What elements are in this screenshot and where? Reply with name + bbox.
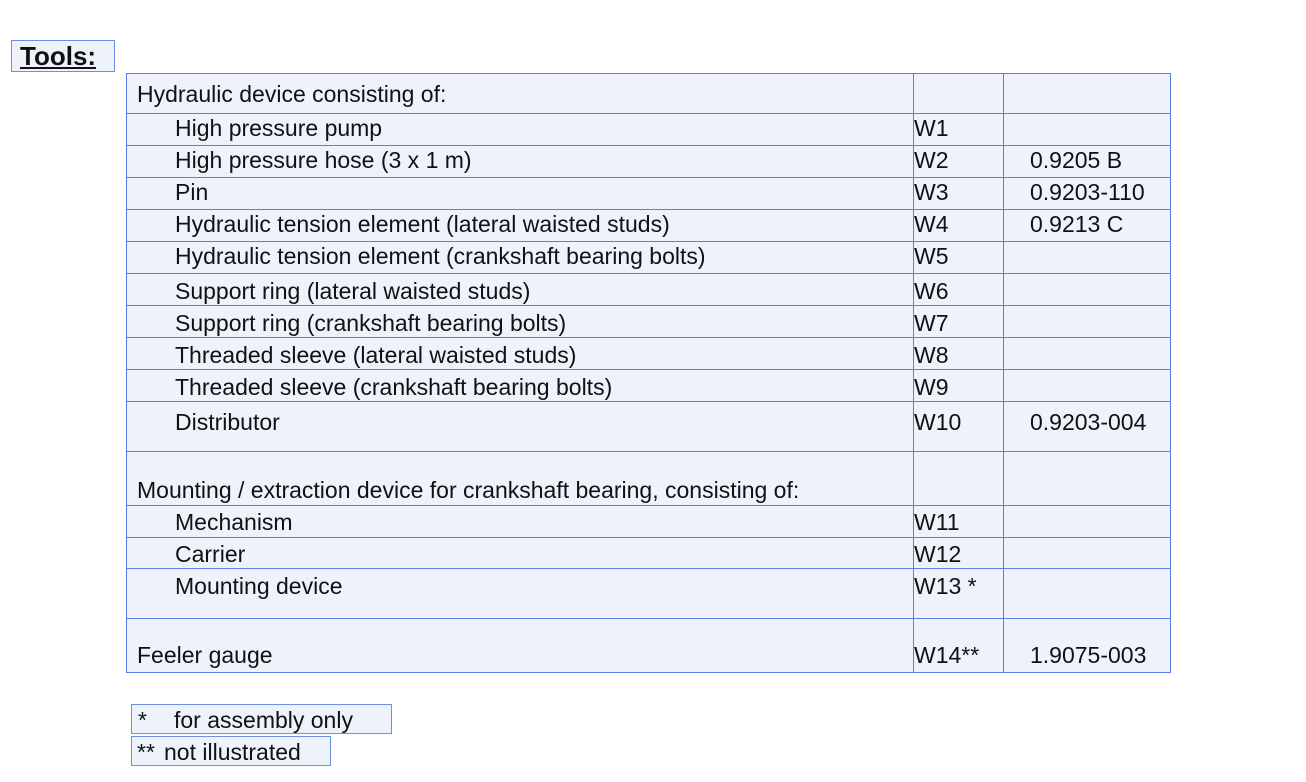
tools-table xyxy=(126,73,1171,673)
part-number: 0.9203-110 xyxy=(1030,179,1145,205)
tool-code: W12 xyxy=(914,541,962,567)
tool-name: Threaded sleeve (crankshaft bearing bolts) xyxy=(175,374,613,400)
footnote-text: for assembly only xyxy=(174,707,353,733)
tool-name: Hydraulic tension element (lateral waisted studs) xyxy=(175,211,670,237)
tool-name: Distributor xyxy=(175,409,280,435)
tool-code: W3 xyxy=(914,179,949,205)
tool-name: Support ring (crankshaft bearing bolts) xyxy=(175,310,567,336)
group-label: Hydraulic device consisting of: xyxy=(137,81,447,107)
tool-name: Feeler gauge xyxy=(137,642,273,668)
footnote-not-illustrated xyxy=(131,736,331,766)
tool-code: W9 xyxy=(914,374,949,400)
tool-name: Mounting device xyxy=(175,573,343,599)
part-number: 0.9203-004 xyxy=(1030,409,1147,435)
tool-code: W14** xyxy=(914,642,980,668)
part-number: 1.9075-003 xyxy=(1030,642,1147,668)
tool-code: W13 * xyxy=(914,573,977,599)
footnote-mark: ** xyxy=(137,739,155,765)
tool-code: W6 xyxy=(914,278,949,304)
tool-code: W5 xyxy=(914,243,949,269)
part-number: 0.9213 C xyxy=(1030,211,1124,237)
tool-name: High pressure hose (3 x 1 m) xyxy=(175,147,472,173)
tool-name: Hydraulic tension element (crankshaft bearing bolts) xyxy=(175,243,706,269)
tool-name: Threaded sleeve (lateral waisted studs) xyxy=(175,342,577,368)
tool-code: W11 xyxy=(914,509,960,535)
footnote-text: not illustrated xyxy=(164,739,301,765)
tool-name: High pressure pump xyxy=(175,115,383,141)
tool-name: Pin xyxy=(175,179,209,205)
tool-code: W10 xyxy=(914,409,962,435)
tool-name: Mechanism xyxy=(175,509,293,535)
tool-name: Carrier xyxy=(175,541,246,567)
group-label: Mounting / extraction device for crankshaft bearing, consisting of: xyxy=(137,477,800,503)
part-number: 0.9205 B xyxy=(1030,147,1123,173)
tool-code: W4 xyxy=(914,211,949,237)
tool-name: Support ring (lateral waisted studs) xyxy=(175,278,531,304)
footnote-mark: * xyxy=(138,707,147,733)
tool-code: W1 xyxy=(914,115,949,141)
tool-code: W2 xyxy=(914,147,949,173)
section-heading: Tools: xyxy=(11,40,115,72)
footnote-assembly xyxy=(131,704,392,734)
tool-code: W8 xyxy=(914,342,949,368)
tool-code: W7 xyxy=(914,310,949,336)
